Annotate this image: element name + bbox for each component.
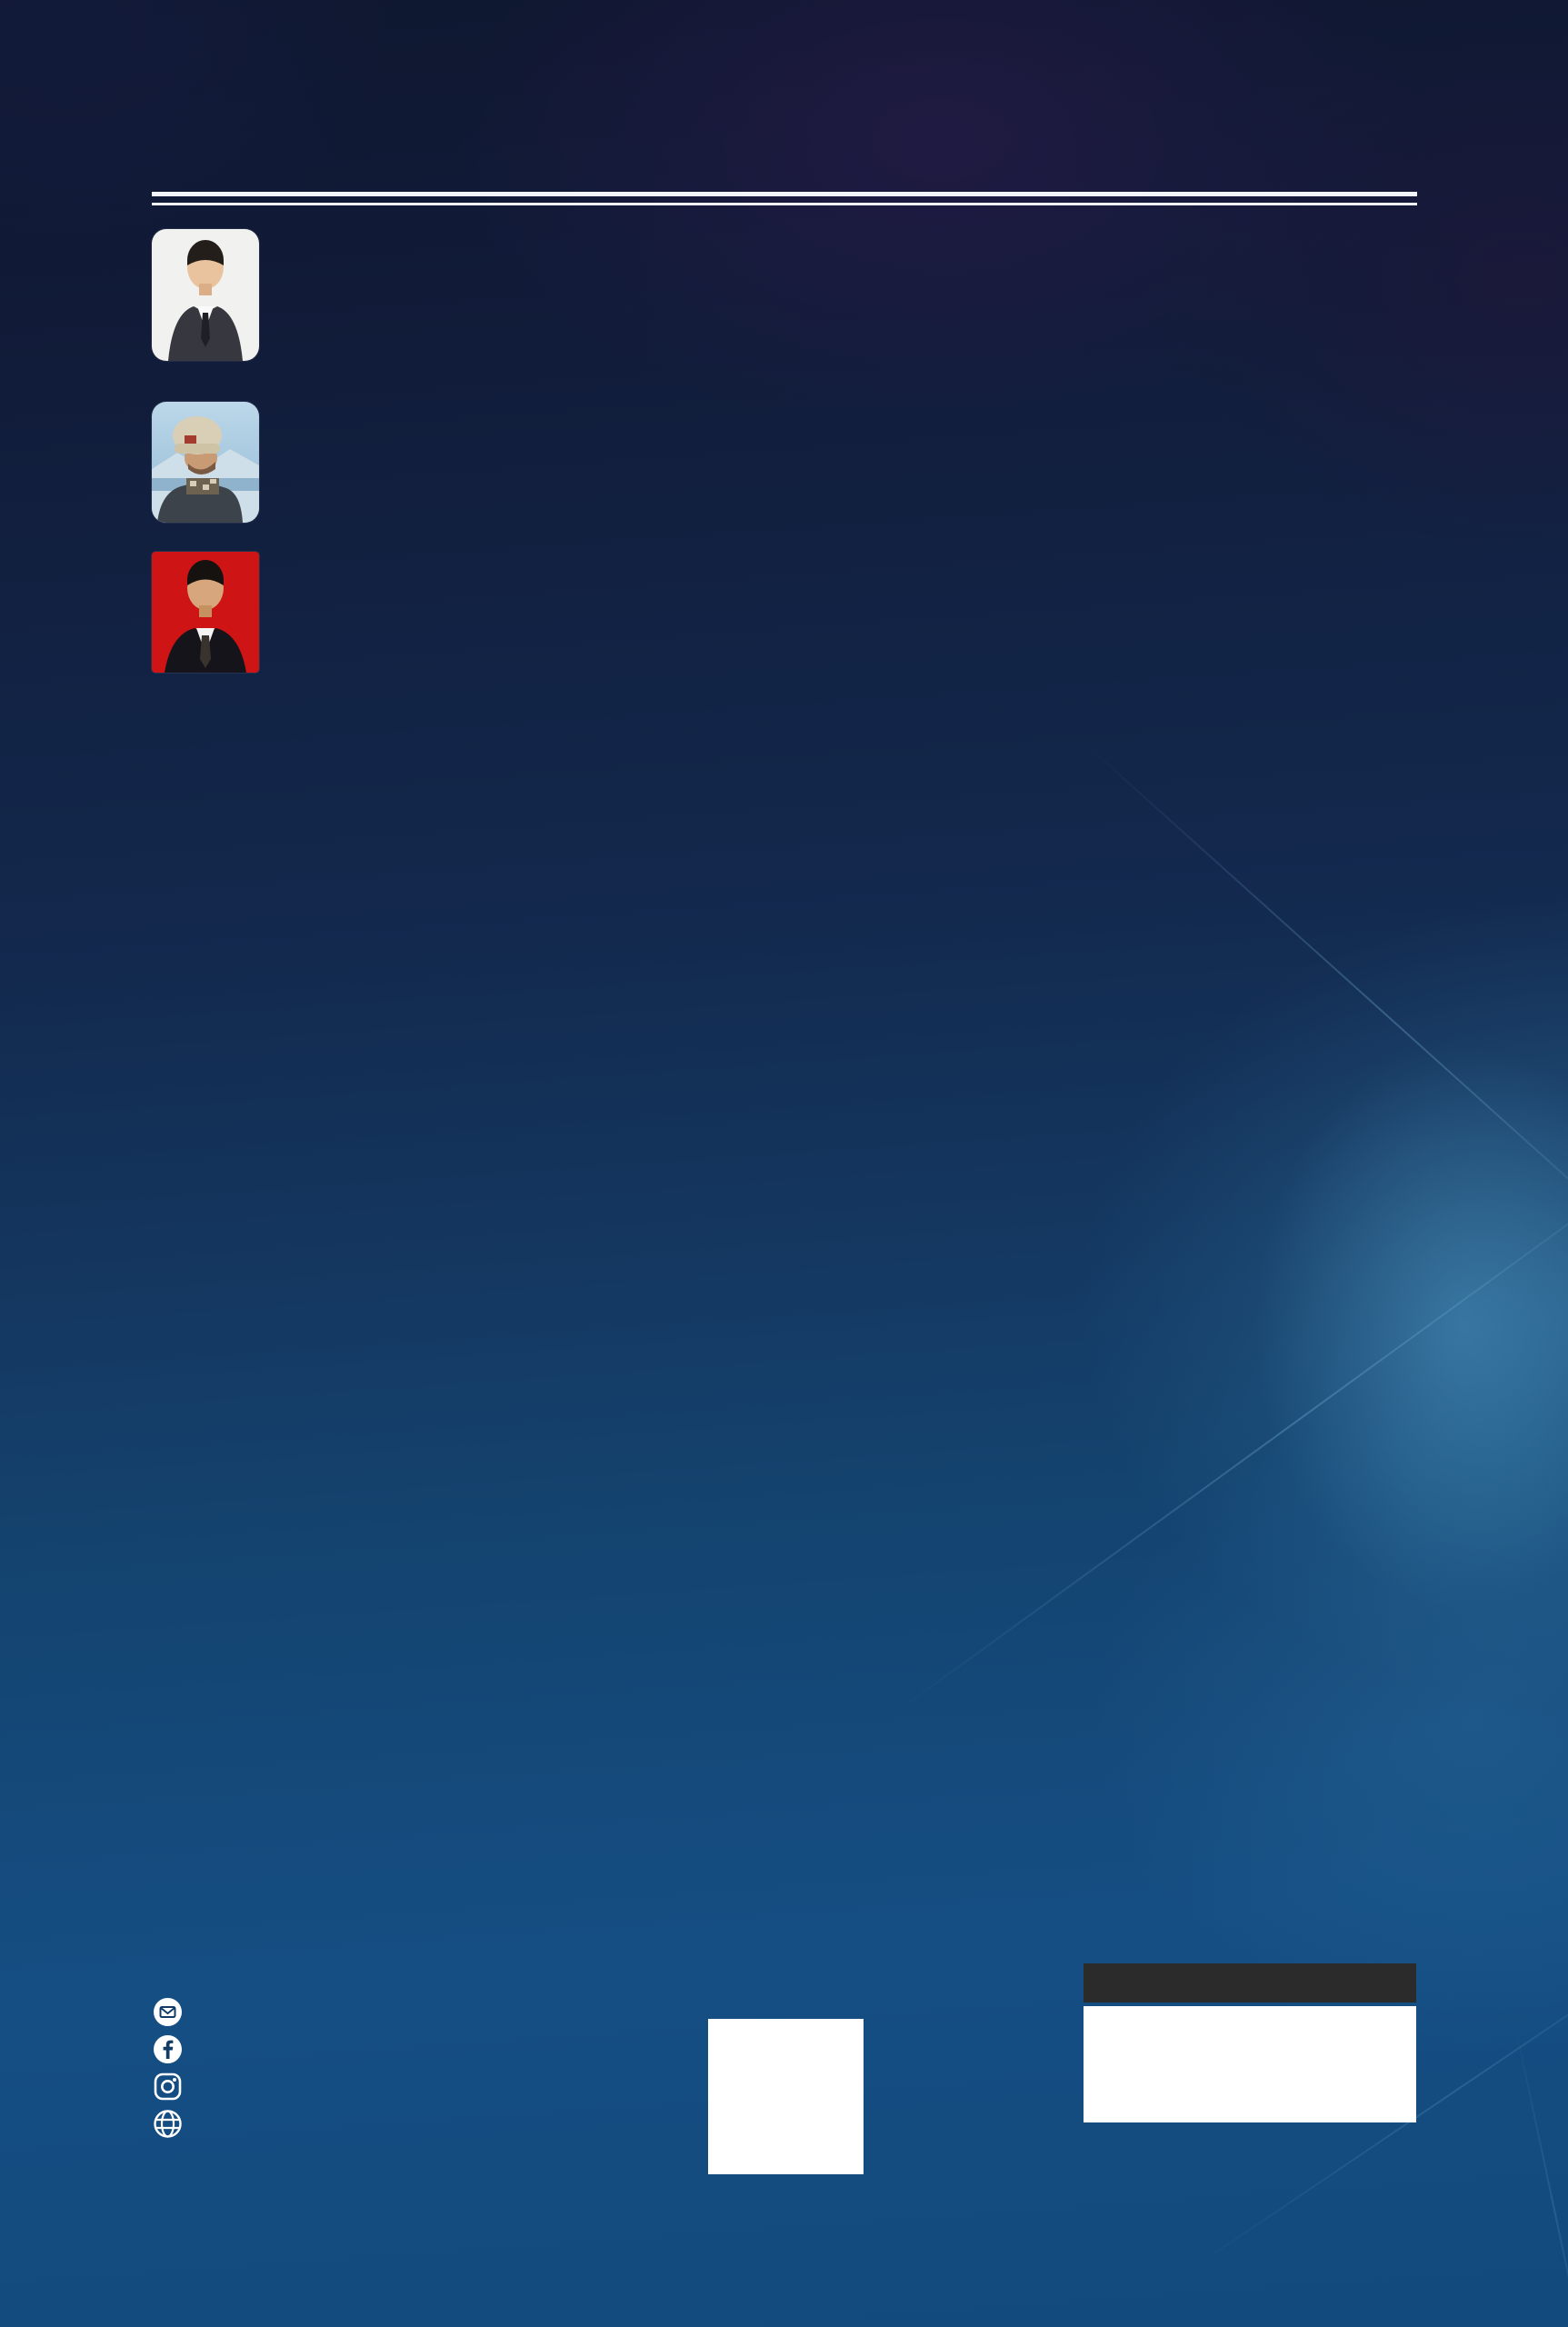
author-photo-achmad xyxy=(152,552,259,673)
author-bio-achmad xyxy=(152,547,1417,678)
author-bio-irfan xyxy=(152,397,1417,528)
instagram-icon xyxy=(153,2072,183,2102)
category-badge xyxy=(1084,1963,1416,2002)
author-photo-almaarif xyxy=(152,229,259,361)
email-icon xyxy=(153,1997,183,2027)
diagonal-line-decoration xyxy=(1513,2022,1568,2327)
contact-row-instagram xyxy=(153,2072,198,2102)
publisher-contacts xyxy=(153,1997,198,2139)
isbn-group xyxy=(1084,1963,1416,2122)
author-photo-irfan xyxy=(152,402,259,523)
isbn-barcode xyxy=(1099,2021,1402,2112)
section-divider xyxy=(152,192,1417,205)
facebook-icon xyxy=(153,2034,183,2064)
isbn-box xyxy=(1084,2006,1416,2122)
contact-row-facebook xyxy=(153,2034,198,2064)
globe-icon xyxy=(153,2109,183,2139)
diagonal-line-decoration xyxy=(1086,744,1568,1293)
author-bio-almaarif xyxy=(152,225,1417,378)
cyan-glow-decoration xyxy=(1254,1045,1568,1609)
publisher-block xyxy=(153,1986,198,2146)
qr-code xyxy=(708,2019,864,2174)
contact-row-email xyxy=(153,1997,198,2027)
diagonal-line-decoration xyxy=(894,1124,1568,1713)
contact-row-website xyxy=(153,2109,198,2139)
